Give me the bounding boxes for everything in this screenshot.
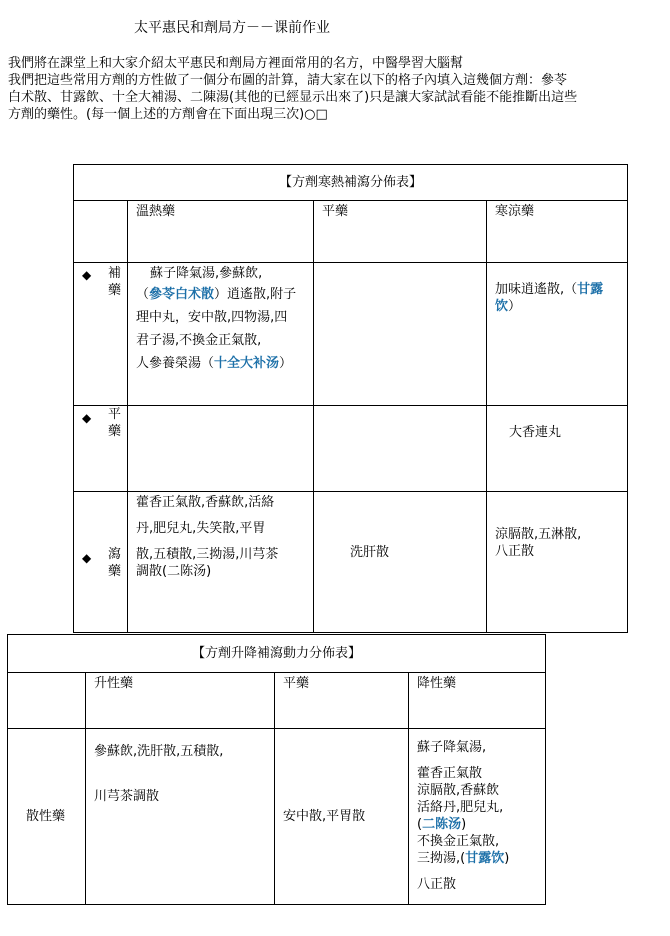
header-empty-cell bbox=[8, 673, 86, 729]
row-label-tonify bbox=[74, 263, 128, 406]
header-rise: 升性藥 bbox=[86, 673, 275, 729]
diamond-bullet-icon: ◆ bbox=[82, 551, 92, 565]
cell-text: 涼膈散,五淋散, bbox=[495, 527, 582, 542]
cell-text bbox=[136, 286, 309, 303]
intro-paragraph bbox=[8, 55, 658, 123]
answer-highlight: 十全大补汤 bbox=[214, 356, 280, 371]
cell-text: 八正散 bbox=[495, 544, 535, 559]
cell-disperse-neutral: 安中散,平胃散 bbox=[275, 729, 409, 905]
cell-purge-cool bbox=[487, 492, 628, 633]
cell-text bbox=[417, 850, 541, 867]
cell-text-part: ) bbox=[461, 817, 467, 832]
cold-heat-distribution-table bbox=[73, 164, 628, 633]
header-neutral: 平藥 bbox=[314, 201, 487, 263]
cell-text: 八正散 bbox=[417, 877, 457, 892]
cell-text: 涼膈散,香蘇飲 bbox=[417, 783, 500, 798]
cell-tonify-warm bbox=[128, 263, 314, 406]
cell-neutral-neutral bbox=[314, 406, 487, 492]
cell-text: 理中丸，安中散,四物湯,四 bbox=[136, 310, 288, 325]
cell-text bbox=[136, 355, 309, 372]
cell-text: 調散(二陈汤) bbox=[136, 564, 212, 579]
cell-text: 參蘇飲,洗肝散,五積散, bbox=[94, 744, 224, 759]
cell-text: 藿香正氣散,香蘇飲,活絡 bbox=[136, 495, 275, 510]
cell-text-part: ) bbox=[504, 851, 510, 866]
cell-neutral-warm bbox=[128, 406, 314, 492]
row-label-neutral bbox=[74, 406, 128, 492]
table-caption: 【方劑寒熱補瀉分佈表】 bbox=[74, 165, 628, 201]
cell-text: 蘇子降氣湯,參蘇飲, bbox=[150, 266, 263, 281]
cell-disperse-rise bbox=[86, 729, 275, 905]
cell-text: 散,五積散,三拗湯,川芎茶 bbox=[136, 547, 279, 562]
cell-neutral-cool: 大香連丸 bbox=[487, 406, 628, 492]
header-descend: 降性藥 bbox=[409, 673, 546, 729]
row-label-text: 補藥 bbox=[108, 266, 122, 298]
cell-disperse-descend bbox=[409, 729, 546, 905]
cell-text: 川芎茶調散 bbox=[94, 789, 160, 804]
diamond-bullet-icon: ◆ bbox=[82, 411, 92, 425]
cell-text: 不換金正氣散, bbox=[417, 834, 500, 849]
page-title: 太平惠民和劑局方－－课前作业 bbox=[134, 20, 330, 36]
cell-text: 活絡丹,肥兒丸, bbox=[417, 800, 504, 815]
table-caption: 【方劑升降補瀉動力分佈表】 bbox=[8, 635, 546, 673]
cell-text: 藿香正氣散 bbox=[417, 766, 483, 781]
cell-purge-warm bbox=[128, 492, 314, 633]
cell-text: 君子湯,不換金正氣散, bbox=[136, 333, 262, 348]
cell-text-part: ）逍遙散,附子 bbox=[214, 287, 297, 302]
cell-text-part: 加味逍遙散,（ bbox=[495, 282, 578, 297]
intro-line: 方劑的藥性。(每一個上述的方劑會在下面出現三次)○□ bbox=[8, 107, 328, 122]
cell-text-part: ( bbox=[417, 817, 423, 832]
header-cool: 寒涼藥 bbox=[487, 201, 628, 263]
intro-line: 我們將在課堂上和大家介紹太平惠民和劑局方裡面常用的名方，中醫學習大腦幫 bbox=[8, 56, 464, 71]
intro-line: 我們把這些常用方劑的方性做了一個分布圖的計算，請大家在以下的格子內填入這幾個方劑：參苓 bbox=[8, 73, 568, 88]
header-warm: 溫熱藥 bbox=[128, 201, 314, 263]
intro-line: 白术散、甘露飲、十全大補湯、二陳湯(其他的已經显示出來了)只是讓大家試試看能不能推斷出這些 bbox=[8, 90, 578, 105]
answer-highlight: 甘露饮 bbox=[495, 282, 604, 314]
row-label-purge bbox=[74, 492, 128, 633]
row-label-text: 平藥 bbox=[108, 407, 122, 439]
cell-text-part: 人參養榮湯（ bbox=[136, 356, 215, 371]
rise-descend-distribution-table bbox=[7, 634, 546, 905]
cell-text: 蘇子降氣湯, bbox=[417, 740, 487, 755]
cell-text bbox=[417, 816, 541, 833]
row-label-disperse: 散性藥 bbox=[8, 729, 86, 905]
cell-text-part: （ bbox=[136, 287, 150, 302]
cell-text: 丹,肥兒丸,失笑散,平胃 bbox=[136, 521, 266, 536]
cell-text-part: 三拗湯,( bbox=[417, 851, 466, 866]
answer-highlight: 甘露饮 bbox=[465, 851, 505, 866]
cell-tonify-cool bbox=[487, 263, 628, 406]
diamond-bullet-icon: ◆ bbox=[82, 268, 92, 282]
row-label-text: 瀉藥 bbox=[108, 547, 122, 579]
header-neutral: 平藥 bbox=[275, 673, 409, 729]
answer-highlight: 二陈汤 bbox=[422, 817, 462, 832]
cell-text-part: ） bbox=[508, 299, 522, 314]
cell-purge-neutral: 洗肝散 bbox=[314, 492, 487, 633]
answer-highlight: 參苓白术散 bbox=[149, 287, 215, 302]
header-empty-cell bbox=[74, 201, 128, 263]
cell-text-part: ） bbox=[279, 356, 293, 371]
cell-tonify-neutral bbox=[314, 263, 487, 406]
